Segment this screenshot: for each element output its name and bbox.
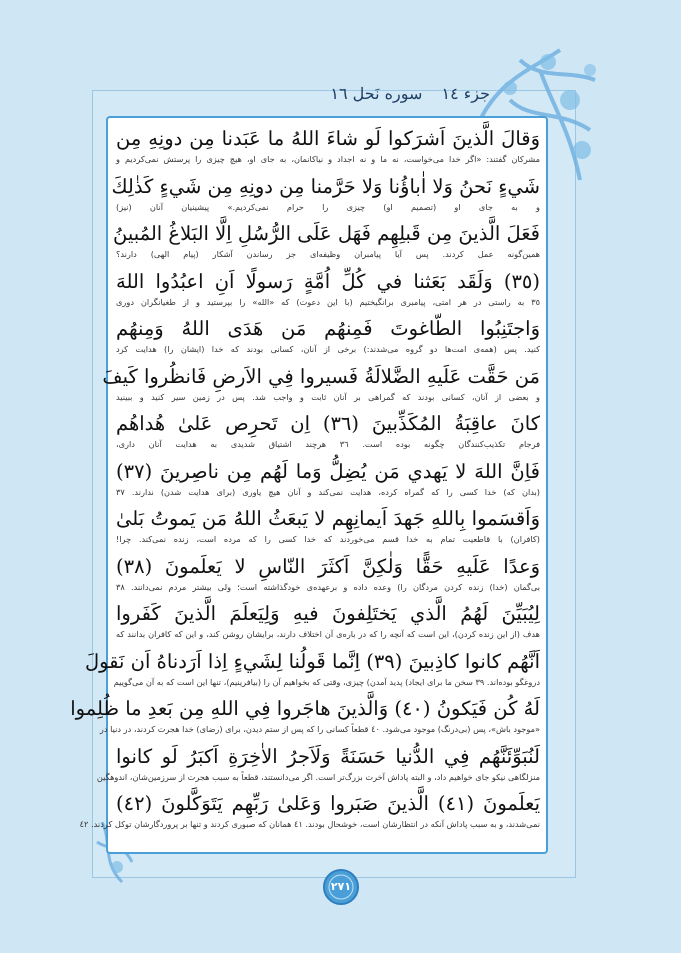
- verse-line: [116, 550, 540, 598]
- arabic-text: يَعلَمونَ (٤١) الَّذينَ صَبَروا وَعَلىٰ رَبِّهِم يَتَوَكَّلونَ (٤٢): [116, 792, 540, 815]
- page-header: [230, 84, 490, 112]
- persian-translation: مشرکان گفتند: «اگر خدا می‌خواست، نه ما و نه اجداد و نیاکانمان، به جای او، هیچ چیزی را پرستش نمی‌کردیم و: [116, 154, 540, 164]
- verse-line: [111, 170, 540, 218]
- arabic-text: مَن حَقَّت عَلَيهِ الضَّلالَةُ فَسيروا فِي الاَرضِ فَانظُروا كَيفَ: [102, 364, 540, 388]
- persian-translation: (بدان که) خدا کسی را که گمراه کرده، هدایت نمی‌کند و آنان هیچ یاوری (برای هدایت شدن) ندارند. ٣٧: [116, 486, 540, 497]
- persian-translation: فرجام تکذیب‌کنندگان چگونه بوده است. ٣٦ هرچند اشتیاق شدیدی به هدایت آنان داری،: [116, 439, 540, 449]
- arabic-text: فَعَلَ الَّذينَ مِن قَبلِهِم فَهَل عَلَى الرُّسُلِ اِلَّا البَلاغُ المُبينُ: [112, 222, 540, 245]
- surah-label: سوره نَحل ١٦: [330, 84, 423, 103]
- arabic-text: شَيءٍ نَحنُ وَلا اٰباؤُنا وَلا حَرَّمنا مِن دونِهِ مِن شَيءٍ كَذٰلِكَ: [111, 174, 540, 198]
- persian-translation: منزلگاهی نیکو جای خواهیم داد، و البته پاداش آخرت بزرگ‌تر است. اگر می‌دانستند، قطعاً به سبب هجرت از سرزمین‌شان، اندوهگین: [96, 771, 540, 782]
- verse-line: [84, 645, 540, 693]
- persian-translation: کنید. پس (همه‌ی امت‌ها دو گروه می‌شدند:) برخی از آنان، کسانی بودند که خدا (ایشان را) هدایت کرد: [116, 344, 540, 354]
- persian-translation: (کافران) با قاطعیت تمام به خدا قسم می‌خوردند که خدا کسی را که مرده است، زنده نمی‌کند. چرا!: [116, 534, 540, 544]
- arabic-text: وَاَقسَموا بِاللهِ جَهدَ اَيمانِهِم لا يَبعَثُ اللهُ مَن يَموتُ بَلىٰ: [116, 507, 540, 530]
- verse-line: [116, 312, 540, 360]
- persian-translation: نمی‌شدند، و به سبب پاداش آنکه در انتظارشان است، خوشحال بودند. ٤١ همانان که صبوری کردند و تنها بر پروردگارشان توکل کردند. ٤٢: [79, 819, 540, 829]
- arabic-text: (٣٥) وَلَقَد بَعَثنا في كُلِّ اُمَّةٍ رَسولًا اَنِ اعبُدُوا اللهَ: [116, 269, 540, 293]
- arabic-text: كانَ عاقِبَةُ المُكَذِّبينَ (٣٦) اِن تَحرِص عَلىٰ هُداهُم: [116, 412, 540, 435]
- persian-translation: ٣٥ به راستی در هر امتی، پیامبری برانگیختیم (با این دعوت) که «الله» را بپرستید و از طغیانگران دوری: [116, 296, 540, 307]
- verse-line: [112, 217, 540, 265]
- verse-line: [116, 597, 540, 645]
- persian-translation: دروغگو بوده‌اند. ٣٩ سخن ما برای ایجاد) پدید آمدن) چیزی، وقتی که بخواهیم آن را (بیافرینیم)، تنها این است که به آن می‌گوییم: [113, 676, 540, 687]
- persian-translation: «موجود باش»، پس (بی‌درنگ) موجود می‌شود. ٤٠ قطعاً کسانی را که پس از ستم دیدن، برای (رضای) خدا هجرت کردند، در دنیا در: [99, 724, 540, 734]
- page-number: ٢٧١: [330, 880, 352, 893]
- arabic-text: وَقالَ الَّذينَ اَشرَكوا لَو شاءَ اللهُ ما عَبَدنا مِن دونِهِ مِن: [116, 127, 540, 150]
- verse-line: [102, 360, 540, 408]
- verse-line: [116, 502, 540, 550]
- verse-line: [96, 740, 540, 788]
- persian-translation: بی‌گمان (خدا) زنده کردن مردگان را) وعده داده و برعهده‌ی خودگذاشته است؛ ولی بیشتر مردم نمی‌دانند. ٣٨: [116, 581, 540, 592]
- page-number-medallion: [322, 868, 360, 906]
- verse-line: [116, 122, 540, 170]
- arabic-text: لِيُبَيِّنَ لَهُمُ الَّذي يَختَلِفونَ فيهِ وَلِيَعلَمَ الَّذينَ كَفَروا: [116, 602, 540, 625]
- verse-line: [116, 265, 540, 313]
- verse-lines: [70, 122, 540, 835]
- arabic-text: فَاِنَّ اللهَ لا يَهدي مَن يُضِلُّ وَما لَهُم مِن ناصِرينَ (٣٧): [116, 459, 540, 483]
- verse-line: [116, 455, 540, 503]
- arabic-text: لَنُبَوِّئَنَّهُم فِي الدُّنيا حَسَنَةً وَلَاَجرُ الاٰخِرَةِ اَكبَرُ لَو كانوا: [116, 744, 540, 768]
- arabic-text: لَهُ كُن فَيَكونُ (٤٠) وَالَّذينَ هاجَروا فِي اللهِ مِن بَعدِ ما ظُلِموا: [70, 697, 540, 720]
- arabic-text: اَنَّهُم كانوا كاذِبينَ (٣٩) اِنَّما قَولُنا لِشَيءٍ اِذا اَرَدناهُ اَن نَقولَ: [84, 649, 540, 673]
- persian-translation: همین‌گونه عمل کردند. پس آیا پیامبران وظیفه‌ای جز رساندن آشکار (پیام الهی) دارند؟: [116, 249, 540, 259]
- persian-translation: و به جای او (تصمیم او) چیزی را حرام نمی‌کردیم.» پیشینیان آنان (نیز): [116, 201, 540, 212]
- verse-line: [79, 787, 540, 835]
- persian-translation: و بعضی از آنان، کسانی بودند که گمراهی بر آنان ثابت و واجب شد. پس در زمین سیر کنید و ببینید: [116, 391, 540, 402]
- persian-translation: هدف (از این زنده کردن)، این است که آنچه را که در باره‌ی آن اختلاف دارند، برایشان روشن کند، و این که کافران بدانند که: [116, 629, 540, 639]
- arabic-text: وَاجتَنِبُوا الطّاغوتَ فَمِنهُم مَن هَدَى اللهُ وَمِنهُم: [116, 317, 540, 340]
- juz-label: جزء ١٤: [441, 84, 490, 103]
- verse-line: [70, 692, 540, 740]
- arabic-text: وَعدًا عَلَيهِ حَقًّا وَلٰكِنَّ اَكثَرَ النّاسِ لا يَعلَمونَ (٣٨): [116, 554, 540, 578]
- verse-line: [116, 407, 540, 455]
